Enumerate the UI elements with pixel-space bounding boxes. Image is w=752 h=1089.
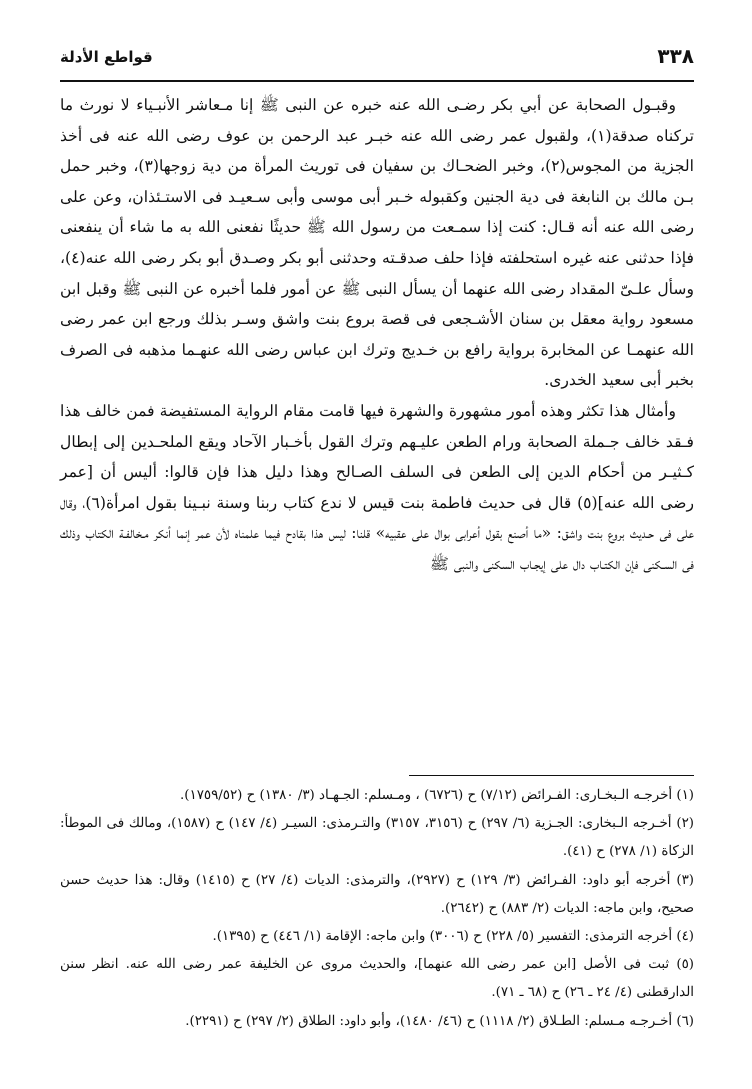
book-title: قواطع الأدلة: [60, 48, 153, 66]
main-text: [60, 90, 694, 580]
footnotes: [60, 782, 694, 1036]
paragraph: وأمثال هذا تكثر وهذه أمور مشهورة والشهرة فيها قامت مقام الرواية المستفيضة فمن خالف هذا فـقد خالف جـملة الصحابة ورام الطعن عليـهم وترك القول بأخـبار الآحاد ويقع الملحـدين إلى إبطال كـثيـر من أحكام الدين إلى الطعن فى السلف الصـالح وهذا دليل هذا فإن قالوا: أليس أن [عمر رضى الله عنه](٥) قال فى حديث فاطمة بنت قيس لا ندع كتاب ربنا وسنة نبـينا بقول امرأة(٦)، وقال على فى حـديث بروع بنت واشق: «ما أصنع بقول أعرابى بوال على عقبيه» قلنا: ليس هذا بقادح فيما علمناه لأن عمر إنما أنكر مـخالفـة الكتاب وذلك فى السـكنى فإن الكتـاب دال على إيجـاب السكنى والنبى ﷺ: [60, 401, 695, 573]
footnote-1: (١) أخرجـه الـبخـارى: الفـرائض (٧/١٢) ح (٦٧٢٦) ، ومـسلم: الجـهـاد (٣/ ١٣٨٠) ح (١٧٥٩/٥٢).: [180, 788, 694, 803]
footnote-2: (٢) أخـرجه الـبخارى: الجـزية (٦/ ٢٩٧) ح (٣١٥٦، ٣١٥٧) والتـرمذى: السيـر (٤/ ١٤٧) ح (١٥٨٧)، ومالك فى الموطأ: الزكاة (١/ ٢٧٨) ح (٤١).: [60, 816, 695, 860]
footnote-4: (٤) أخرجه الترمذى: التفسير (٥/ ٢٢٨) ح (٣٠٠٦) وابن ماجه: الإقامة (١/ ٤٤٦) ح (١٣٩٥).: [212, 929, 694, 945]
footnote-divider: [409, 775, 694, 776]
paragraph: وقبـول الصحابة عن أبي بكر رضـى الله عنه خبره عن النبى ﷺ إنا مـعاشر الأنبـياء لا نورث ما تركناه صدقة(١)، ولقبول عمر رضى الله عنه خبـر عبد الرحمن بن عوف رضى الله عنه فى أخذ الجزية من المجوس(٢)، وخبر الضحـاك بن سفيان فى توريث المرأة من دية زوجها(٣)، وخبر حمل بـن مالك بن النابغة فى دية الجنين وكقبوله خـبر أبى موسى وأبى سـعيـد فى الاستـئذان، وعن على رضى الله عنه أنه قـال: كنت إذا سمـعت من رسول الله ﷺ حديثًا نفعنى الله به ما شاء أن ينفعنى فإذا حدثنى عنه غيره استحلفته فإذا حلف صدقـته وحدثنى أبو بكر وصـدق أبو بكر رضى الله عنه(٤)، وسأل علـىّ المقداد رضى الله عنهما أن يسأل النبى ﷺ عن أمور فلما أخبره عن النبى ﷺ وقبل ابن مسعود رواية معقل بن سنان الأشـجعى فى قصة بروع بنت واشق وسـر بذلك ورجع ابن عمر رضى الله عنهمـا عن المخابرة برواية رافع بن خـديج وترك ابن عباس رضى الله عنهـما مذهبه فى الصرف بخبر أبى سعيد الخدرى.: [60, 96, 694, 390]
footnote-3: (٣) أخرجه أبو داود: الفـرائض (٣/ ١٢٩) ح (٢٩٢٧)، والترمذى: الديات (٤/ ٢٧) ح (١٤١٥) وقال: هذا حديث حسن صحيح، وابن ماجه: الديات (٢/ ٨٨٣) ح (٢٦٤٢).: [60, 872, 694, 916]
footnote-6: (٦) أخـرجـه مـسلم: الطـلاق (٢/ ١١١٨) ح (٤٦/ ١٤٨٠)، وأبو داود: الطلاق (٢/ ٢٩٧) ح (٢٢٩١).: [185, 1013, 694, 1029]
footnote-5: (٥) ثبت فى الأصل [ابن عمر رضى الله عنهما]، والحديث مروى عن الخليفة عمر رضى الله عنه. انظر سنن الدارقطنى (٤/ ٢٤ ـ ٢٦) ح (٦٨ ـ ٧١).: [60, 957, 694, 1001]
page-number: ٣٣٨: [657, 44, 694, 68]
page-header: [60, 44, 694, 82]
